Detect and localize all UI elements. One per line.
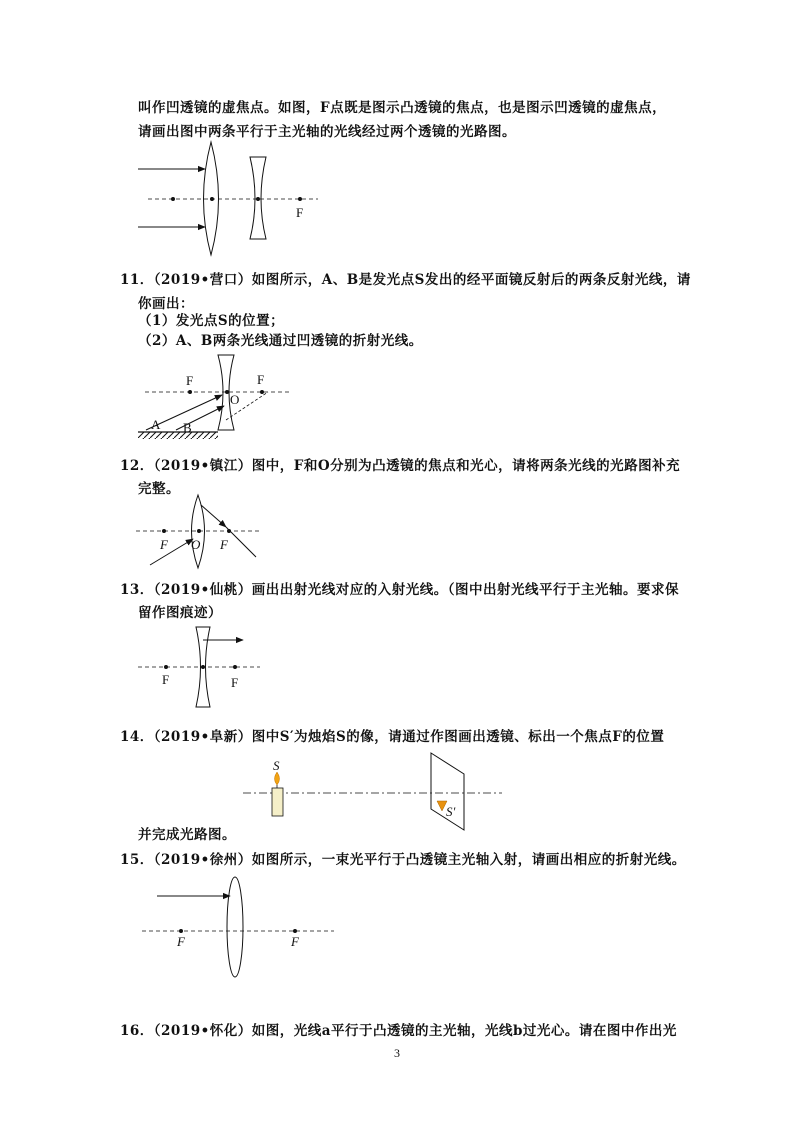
- page-number: 3: [394, 1046, 400, 1060]
- question-11-part-2: （2）A、B两条光线通过凹透镜的折射光线。: [138, 333, 423, 349]
- fig15-convex-lens: [227, 877, 243, 977]
- fig13-label-F1: F: [162, 672, 170, 687]
- figure-15-diagram: [142, 877, 334, 977]
- fig11-optical-center: [225, 390, 229, 394]
- figure-14-diagram: [243, 753, 502, 830]
- fig12-label-O: O: [191, 537, 201, 552]
- fig14-candle: [272, 788, 283, 816]
- fig12-focus-right: [227, 529, 231, 533]
- text-line-2: 请画出图中两条平行于主光轴的光线经过两个透镜的光路图。: [138, 124, 516, 140]
- fig12-ray-incident: [150, 539, 193, 565]
- fig15-label-F2: F: [291, 934, 299, 949]
- fig12-label-F1: F: [160, 537, 168, 552]
- fig11-label-F2: F: [257, 372, 265, 387]
- question-16-line-1: 16．（2019•怀化）如图，光线a平行于凸透镜的主光轴，光线b过光心。请在图中作出光: [120, 1023, 677, 1039]
- fig12-ray-refracted: [201, 505, 226, 527]
- fig13-focus-right: [233, 665, 237, 669]
- fig11-focus-right: [260, 390, 264, 394]
- question-12-line-2: 完整。: [138, 481, 180, 497]
- figure-12-diagram: [136, 495, 262, 568]
- fig11-label-A: A: [151, 417, 161, 432]
- fig11-label-B: B: [183, 420, 192, 435]
- fig15-focus-left: [179, 929, 183, 933]
- fig14-flame: [275, 772, 280, 785]
- fig15-label-F1: F: [177, 934, 185, 949]
- fig11-mirror-hatch: [138, 432, 218, 439]
- fig12-optical-center: [197, 529, 201, 533]
- fig12-focus-left: [162, 529, 166, 533]
- question-11-part-1: （1）发光点S的位置；: [138, 313, 285, 329]
- fig11-focus-left: [188, 390, 192, 394]
- fig13-optical-center: [201, 665, 205, 669]
- figure-11-diagram: [138, 355, 290, 439]
- fig11-label-F1: F: [186, 373, 194, 388]
- figure-13-diagram: [138, 627, 260, 707]
- question-13-line-1: 13．（2019•仙桃）画出出射光线对应的入射光线。（图中出射光线平行于主光轴。要求保: [120, 582, 679, 598]
- question-13-line-2: 留作图痕迹）: [138, 605, 222, 621]
- fig10-point-concave: [256, 197, 260, 201]
- fig10-focus-point: [298, 197, 302, 201]
- question-12-line-1: 12．（2019•镇江）图中，F和O分别为凸透镜的焦点和光心，请将两条光线的光路图补充: [120, 458, 681, 474]
- fig13-focus-left: [164, 665, 168, 669]
- fig10-label-F: F: [296, 205, 304, 220]
- question-11-line-2: 你画出：: [138, 296, 194, 312]
- fig12-label-F2: F: [220, 537, 228, 552]
- text-line-1: 叫作凹透镜的虚焦点。如图，F点既是图示凸透镜的焦点，也是图示凹透镜的虚焦点，: [138, 100, 667, 116]
- fig14-label-Sprime: S′: [446, 804, 456, 819]
- fig14-label-S: S: [273, 758, 280, 773]
- question-11-line-1: 11．（2019•营口）如图所示，A、B是发光点S发出的经平面镜反射后的两条反射光线，请: [120, 272, 691, 288]
- question-14-line-2: 并完成光路图。: [138, 827, 236, 843]
- fig10-point-left: [171, 197, 175, 201]
- figure-10-diagram: [138, 142, 318, 255]
- question-15-line-1: 15．（2019•徐州）如图所示，一束光平行于凸透镜主光轴入射，请画出相应的折射光线。: [120, 852, 686, 868]
- fig13-label-F2: F: [231, 675, 239, 690]
- fig15-focus-right: [293, 929, 297, 933]
- fig11-label-O: O: [230, 392, 240, 407]
- fig10-point-center: [210, 197, 214, 201]
- question-14-line-1: 14．（2019•阜新）图中S′为烛焰S的像，请通过作图画出透镜、标出一个焦点F的位置: [120, 729, 665, 745]
